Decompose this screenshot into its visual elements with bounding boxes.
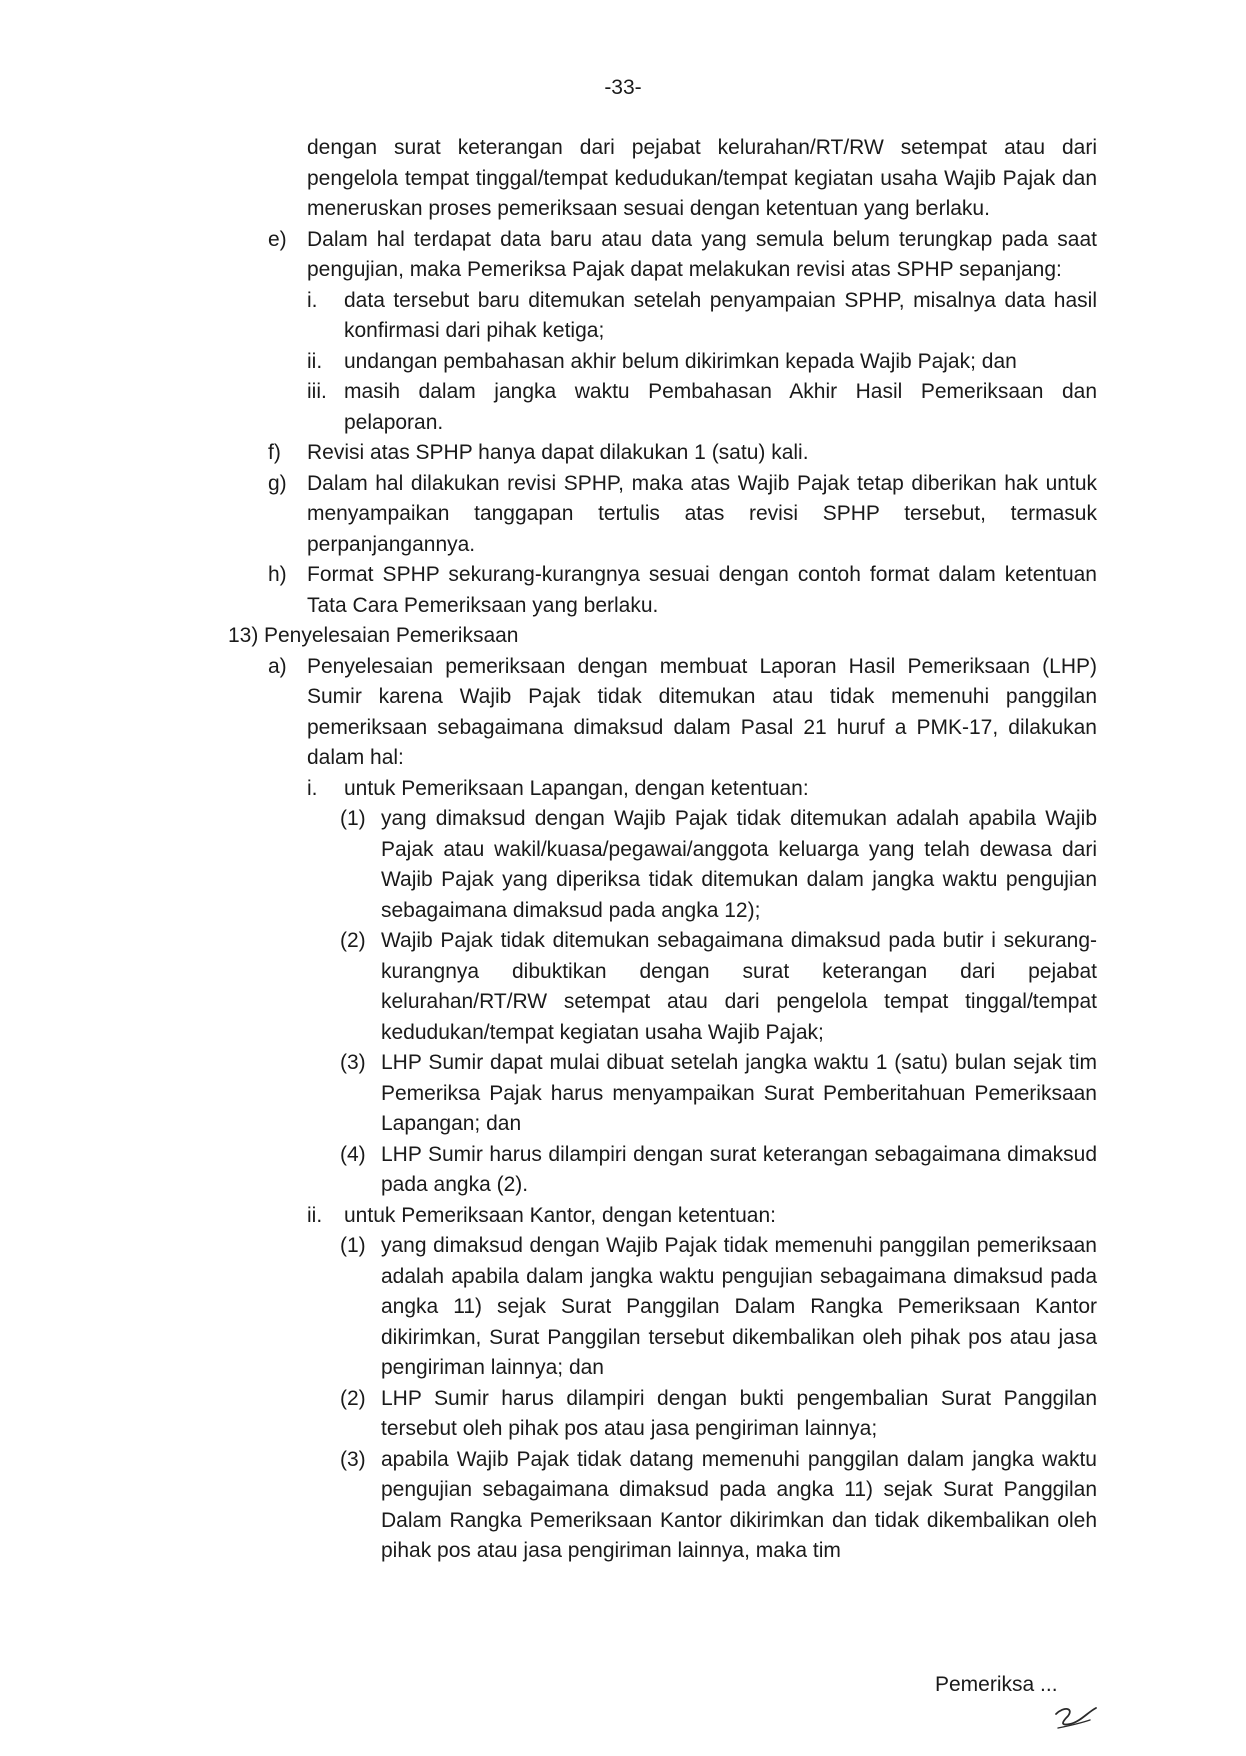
list-item-text: Dalam hal dilakukan revisi SPHP, maka atas Wajib Pajak tetap diberikan hak untuk menyampaikan tanggapan tertulis atas revisi SPHP tersebut, termasuk perpanjangannya.	[307, 471, 1097, 556]
list-item	[340, 804, 1097, 926]
list-item-marker: f)	[268, 441, 281, 464]
list-item-marker: (1)	[340, 807, 366, 830]
list-item-text: Penyelesaian Pemeriksaan	[264, 624, 519, 647]
list-item	[268, 225, 1097, 286]
list-item	[228, 621, 1097, 652]
list-item-marker: a)	[268, 654, 287, 678]
list-item	[340, 1384, 1097, 1445]
list-item	[268, 469, 1097, 561]
list-item-text: undangan pembahasan akhir belum dikirimkan kepada Wajib Pajak; dan	[344, 349, 1017, 373]
list-item	[307, 377, 1097, 438]
list-item-marker: ii.	[307, 1203, 323, 1227]
list-item-marker: (4)	[340, 1142, 366, 1166]
list-item-text: dengan surat keterangan dari pejabat kelurahan/RT/RW setempat atau dari pengelola tempat tinggal/tempat kedudukan/tempat kegiatan usaha Wajib Pajak dan meneruskan proses pemeriksaan sesuai dengan ketentuan yang berlaku.	[307, 136, 1097, 220]
list-item	[268, 560, 1097, 621]
list-item	[307, 286, 1097, 347]
list-item	[307, 1201, 1097, 1232]
list-item-text: Dalam hal terdapat data baru atau data yang semula belum terungkap pada saat pengujian, maka Pemeriksa Pajak dapat melakukan revisi atas SPHP sepanjang:	[307, 227, 1097, 281]
list-item-marker: (3)	[340, 1051, 366, 1074]
list-item-marker: (2)	[340, 929, 366, 952]
handwritten-initial-icon	[1050, 1700, 1098, 1736]
list-item-marker: e)	[268, 227, 287, 251]
list-item-text: untuk Pemeriksaan Kantor, dengan ketentuan:	[344, 1203, 776, 1227]
list-item	[307, 133, 1097, 225]
list-item	[268, 438, 1097, 469]
list-item-text: untuk Pemeriksaan Lapangan, dengan ketentuan:	[344, 776, 809, 800]
list-item-marker: (3)	[340, 1447, 366, 1471]
list-item-text: Format SPHP sekurang-kurangnya sesuai dengan contoh format dalam ketentuan Tata Cara Pemeriksaan yang berlaku.	[307, 563, 1097, 617]
document-body	[0, 133, 1246, 1567]
list-item-text: LHP Sumir harus dilampiri dengan surat keterangan sebagaimana dimaksud pada angka (2).	[381, 1142, 1097, 1196]
list-item	[340, 1048, 1097, 1140]
list-item-text: yang dimaksud dengan Wajib Pajak tidak ditemukan adalah apabila Wajib Pajak atau wakil/kuasa/pegawai/anggota keluarga yang telah dewasa dari Wajib Pajak yang diperiksa tidak ditemukan dalam jangka waktu pengujian sebagaimana dimaksud pada angka 12);	[381, 807, 1097, 922]
list-item-marker: 13)	[228, 624, 259, 647]
list-item-text: LHP Sumir dapat mulai dibuat setelah jangka waktu 1 (satu) bulan sejak tim Pemeriksa Pajak harus menyampaikan Surat Pemberitahuan Pemeriksaan Lapangan; dan	[381, 1051, 1097, 1135]
list-item-text: yang dimaksud dengan Wajib Pajak tidak memenuhi panggilan pemeriksaan adalah apabila dalam jangka waktu pengujian sebagaimana dimaksud pada angka 11) sejak Surat Panggilan Dalam Rangka Pemeriksaan Kantor dikirimkan, Surat Panggilan tersebut dikembalikan oleh pihak pos atau jasa pengiriman lainnya; dan	[381, 1234, 1097, 1379]
list-item	[340, 1445, 1097, 1567]
list-item-text: data tersebut baru ditemukan setelah penyampaian SPHP, misalnya data hasil konfirmasi dari pihak ketiga;	[344, 288, 1097, 342]
list-item-marker: i.	[307, 776, 318, 800]
list-item-text: Penyelesaian pemeriksaan dengan membuat Laporan Hasil Pemeriksaan (LHP) Sumir karena Wajib Pajak tidak ditemukan atau tidak memenuhi panggilan pemeriksaan sebagaimana dimaksud dalam Pasal 21 huruf a PMK-17, dilakukan dalam hal:	[307, 654, 1097, 769]
list-item	[340, 926, 1097, 1048]
list-item-text: LHP Sumir harus dilampiri dengan bukti pengembalian Surat Panggilan tersebut oleh pihak pos atau jasa pengiriman lainnya;	[381, 1386, 1097, 1440]
list-item-marker: h)	[268, 563, 287, 586]
next-page-catchword: Pemeriksa ...	[935, 1673, 1058, 1696]
list-item	[340, 1140, 1097, 1201]
list-item	[307, 347, 1097, 378]
list-item-text: masih dalam jangka waktu Pembahasan Akhir Hasil Pemeriksaan dan pelaporan.	[344, 380, 1097, 434]
list-item	[340, 1231, 1097, 1384]
list-item-text: Wajib Pajak tidak ditemukan sebagaimana dimaksud pada butir i sekurang-kurangnya dibuktikan dengan surat keterangan dari pejabat kelurahan/RT/RW setempat atau dari pengelola tempat tinggal/tempat kedudukan/tempat kegiatan usaha Wajib Pajak;	[381, 929, 1097, 1044]
list-item-marker: g)	[268, 471, 287, 495]
list-item-marker: iii.	[307, 380, 327, 403]
page-number: -33-	[604, 76, 642, 99]
list-item-text: apabila Wajib Pajak tidak datang memenuhi panggilan dalam jangka waktu pengujian sebagaimana dimaksud pada angka 11) sejak Surat Panggilan Dalam Rangka Pemeriksaan Kantor dikirimkan dan tidak dikembalikan oleh pihak pos atau jasa pengiriman lainnya, maka tim	[381, 1447, 1097, 1562]
list-item	[268, 652, 1097, 774]
list-item-marker: (2)	[340, 1386, 366, 1410]
list-item-marker: ii.	[307, 349, 323, 373]
list-item-marker: i.	[307, 288, 318, 312]
list-item-text: Revisi atas SPHP hanya dapat dilakukan 1 (satu) kali.	[307, 441, 809, 464]
list-item-marker: (1)	[340, 1234, 366, 1257]
list-item	[307, 774, 1097, 805]
